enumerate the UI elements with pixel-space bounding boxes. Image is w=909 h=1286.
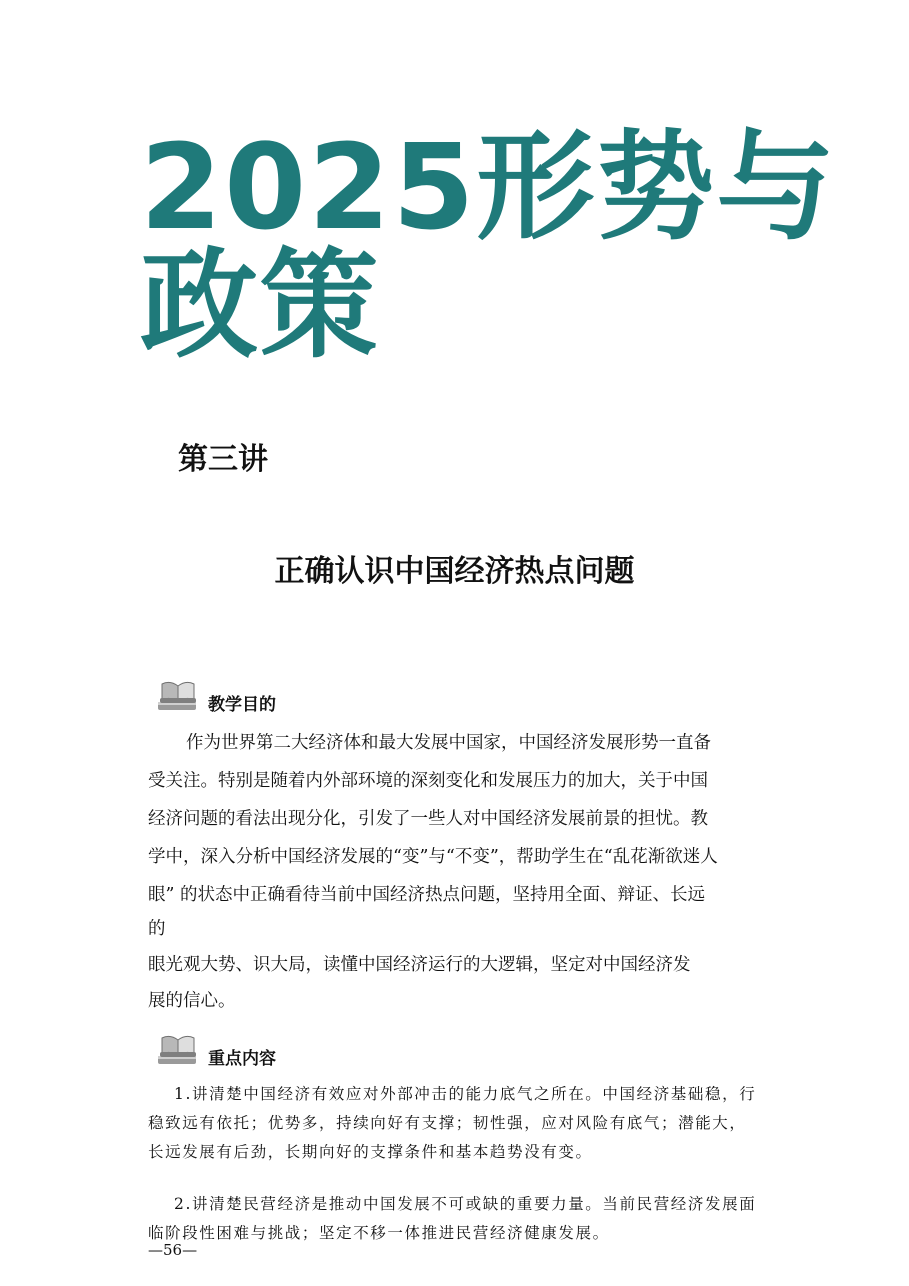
main-title-line1: 2025形势与 xyxy=(140,118,837,256)
teaching-goals-line-5: 眼” 的状态中正确看待当前中国经济热点问题，坚持用全面、辩证、长远 xyxy=(148,885,706,905)
teaching-goals-line-8: 展的信心。 xyxy=(148,991,236,1011)
teaching-goals-line-3: 经济问题的看法出现分化，引发了一些人对中国经济发展前景的担忧。教 xyxy=(148,809,708,829)
teaching-goals-line-4: 学中，深入分析中国经济发展的“变”与“不变”，帮助学生在“乱花渐欲迷人 xyxy=(148,847,718,867)
teaching-goals-line-7: 眼光观大势、识大局，读懂中国经济运行的大逻辑，坚定对中国经济发 xyxy=(148,955,691,975)
main-title-line2: 政策 xyxy=(140,236,381,374)
section-key-content-header xyxy=(156,1030,276,1070)
section-teaching-goals-header xyxy=(156,676,276,716)
teaching-goals-line-6: 的 xyxy=(148,919,166,939)
key-point-1: 1.讲清楚中国经济有效应对外部冲击的能力底气之所在。中国经济基础稳，行稳致远有依托；优势多，持续向好有支撑；韧性强，应对风险有底气；潜能大，长远发展有后劲，长期向好的支撑条件和基本趋势没有变。 xyxy=(148,1085,757,1161)
teaching-goals-line-1: 作为世界第二大经济体和最大发展中国家，中国经济发展形势一直备 xyxy=(186,733,711,753)
lecture-subtitle: 正确认识中国经济热点问题 xyxy=(274,554,635,589)
main-title xyxy=(140,118,840,374)
book-stack-icon xyxy=(156,678,200,714)
page-number: —56— xyxy=(148,1241,198,1259)
teaching-goals-line-2: 受关注。特别是随着内外部环境的深刻变化和发展压力的加大，关于中国 xyxy=(148,771,708,791)
key-point-2: 2.讲清楚民营经济是推动中国发展不可或缺的重要力量。当前民营经济发展面临阶段性困难与挑战；坚定不移一体推进民营经济健康发展。 xyxy=(148,1195,757,1242)
section-label-key-content: 重点内容 xyxy=(208,1048,276,1069)
section-label-teaching-goals: 教学目的 xyxy=(208,694,276,715)
book-stack-icon xyxy=(156,1032,200,1068)
lecture-number: 第三讲 xyxy=(178,442,268,477)
